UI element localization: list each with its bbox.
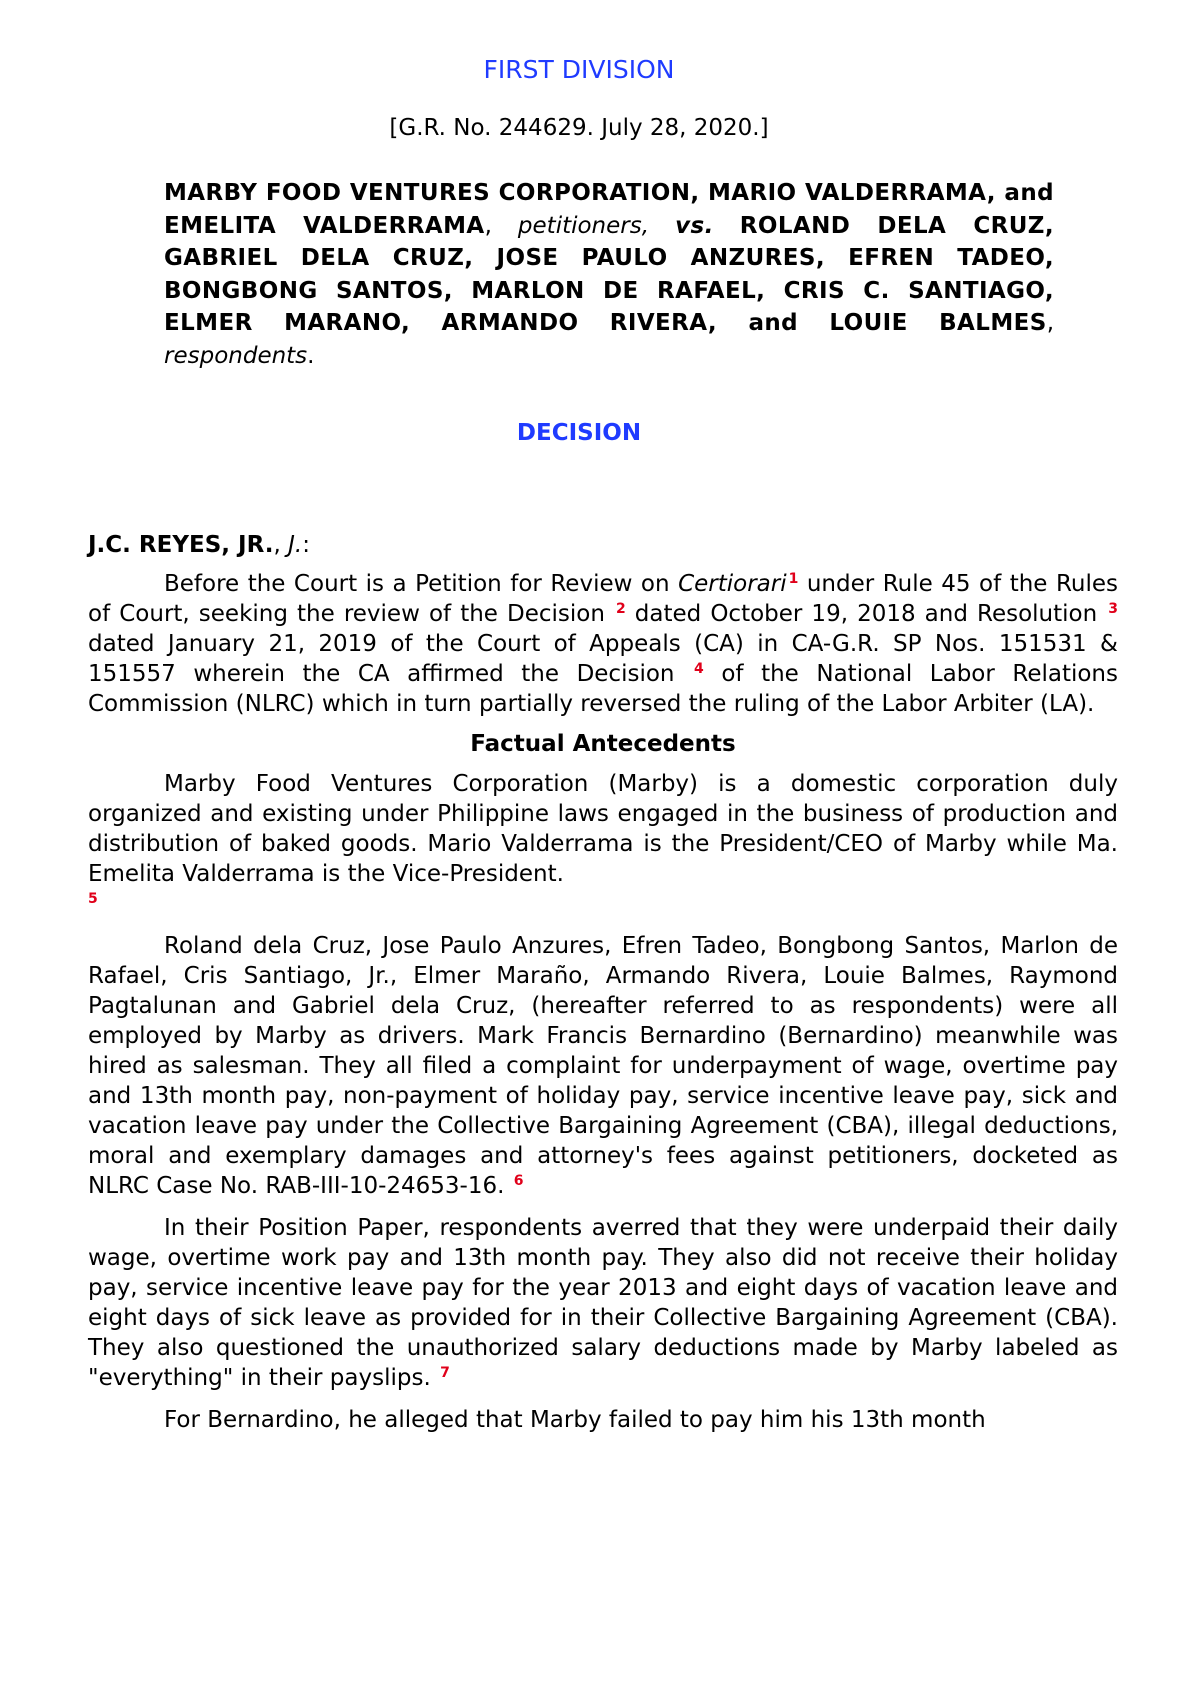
decision-body: [88, 569, 1118, 1435]
versus-label: vs.: [675, 212, 714, 239]
paragraph-text: Roland dela Cruz, Jose Paulo Anzures, Efren Tadeo, Bongbong Santos, Marlon de Rafael, Cris Santiago, Jr., Elmer Maraño, Armando Rivera, Louie Balmes, Raymond Pagtalunan and Gabriel dela Cruz, (hereafter referred to as respondents) were all employed by Marby as drivers. Mark Francis Bernardino (Bernardino) meanwhile was hired as salesman. They all filed a complaint for underpayment of wage, overtime pay and 13th month pay, non-payment of holiday pay, service incentive leave pay, sick and vacation leave pay under the Collective Bargaining Agreement (CBA), illegal deductions, moral and exemplary damages and attorney's fees against petitioners, docketed as NLRC Case No. RAB-III-10-24653-16.: [88, 933, 1118, 1199]
ponente-line: J.C. REYES, JR., J.:: [88, 532, 310, 558]
petitioners-names: MARBY FOOD VENTURES CORPORATION, MARIO VALDERRAMA, and EMELITA VALDERRAMA: [164, 180, 1054, 239]
paragraph-text: In their Position Paper, respondents averred that they were underpaid their daily wage, overtime work pay and 13th month pay. They also did not receive their holiday pay, service incentive leave pay for the year 2013 and eight days of vacation leave and eight days of sick leave as provided for in their Collective Bargaining Agreement (CBA). They also questioned the unauthorized salary deductions made by Marby labeled as "everything" in their payslips.: [88, 1215, 1118, 1391]
respondents-names: ROLAND DELA CRUZ, GABRIEL DELA CRUZ, JOSE PAULO ANZURES, EFREN TADEO, BONGBONG SANTOS, MARLON DE RAFAEL, CRIS C. SANTIAGO, ELMER MARANO, ARMANDO RIVERA, and LOUIE BALMES: [164, 212, 1055, 336]
gr-number: [G.R. No. 244629. July 28, 2020.]: [389, 115, 769, 141]
footnote-link-1[interactable]: 1: [788, 571, 799, 587]
petitioners-label: petitioners,: [517, 212, 650, 239]
paragraph-text: of the National Labor Relations Commission (NLRC) which in turn partially reversed the ruling of the Labor Arbiter (LA).: [88, 661, 1118, 717]
paragraph-text: Before the Court is a Petition for Review on: [164, 571, 679, 597]
footnote-link-2[interactable]: 2: [615, 601, 626, 617]
paragraph-introduction: [88, 569, 1118, 719]
footnote-link-4[interactable]: 4: [694, 661, 704, 677]
ponente-name: J.C. REYES, JR.: [88, 532, 274, 558]
paragraph-respondents: [88, 931, 1118, 1201]
paragraph-text: For Bernardino, he alleged that Marby failed to pay him his 13th month: [164, 1407, 986, 1433]
paragraph-text: under Rule 45 of the Rules of Court, seeking the review of the Decision: [88, 571, 1118, 627]
footnote-link-7[interactable]: 7: [440, 1365, 450, 1381]
footnote-link-5[interactable]: 5: [88, 891, 98, 907]
paragraph-bernardino: [88, 1405, 1118, 1435]
footnote-link-3[interactable]: 3: [1108, 601, 1118, 617]
ponente-title: J.: [288, 532, 303, 558]
footnote-link-6[interactable]: 6: [513, 1173, 524, 1189]
section-heading-factual-antecedents: Factual Antecedents: [470, 731, 736, 757]
paragraph-text: Marby Food Ventures Corporation (Marby) is a domestic corporation duly organized and existing under Philippine laws engaged in the business of production and distribution of baked goods. Mario Valderrama is the President/CEO of Marby while Ma. Emelita Valderrama is the Vice-President.: [88, 771, 1118, 887]
decision-heading: DECISION: [516, 420, 642, 446]
paragraph-position-paper: [88, 1213, 1118, 1393]
paragraph-text: dated January 21, 2019 of the Court of Appeals (CA) in CA-G.R. SP Nos. 151531 & 151557 wherein the CA affirmed the Decision: [88, 631, 1118, 687]
respondents-label: respondents: [164, 342, 308, 369]
case-caption: MARBY FOOD VENTURES CORPORATION, MARIO VALDERRAMA, and EMELITA VALDERRAMA, petitioners, vs. ROLAND DELA CRUZ, GABRIEL DELA CRUZ, JOSE PAULO ANZURES, EFREN TADEO, BONGBONG SANTOS, MARLON DE RAFAEL, CRIS C. SANTIAGO, ELMER MARANO, ARMANDO RIVERA, and LOUIE BALMES, respondents.: [164, 180, 1055, 369]
italic-term: Certiorari: [678, 571, 787, 597]
division-heading: FIRST DIVISION: [483, 55, 675, 84]
paragraph-marby: [88, 769, 1118, 919]
paragraph-text: dated October 19, 2018 and Resolution: [625, 601, 1107, 627]
